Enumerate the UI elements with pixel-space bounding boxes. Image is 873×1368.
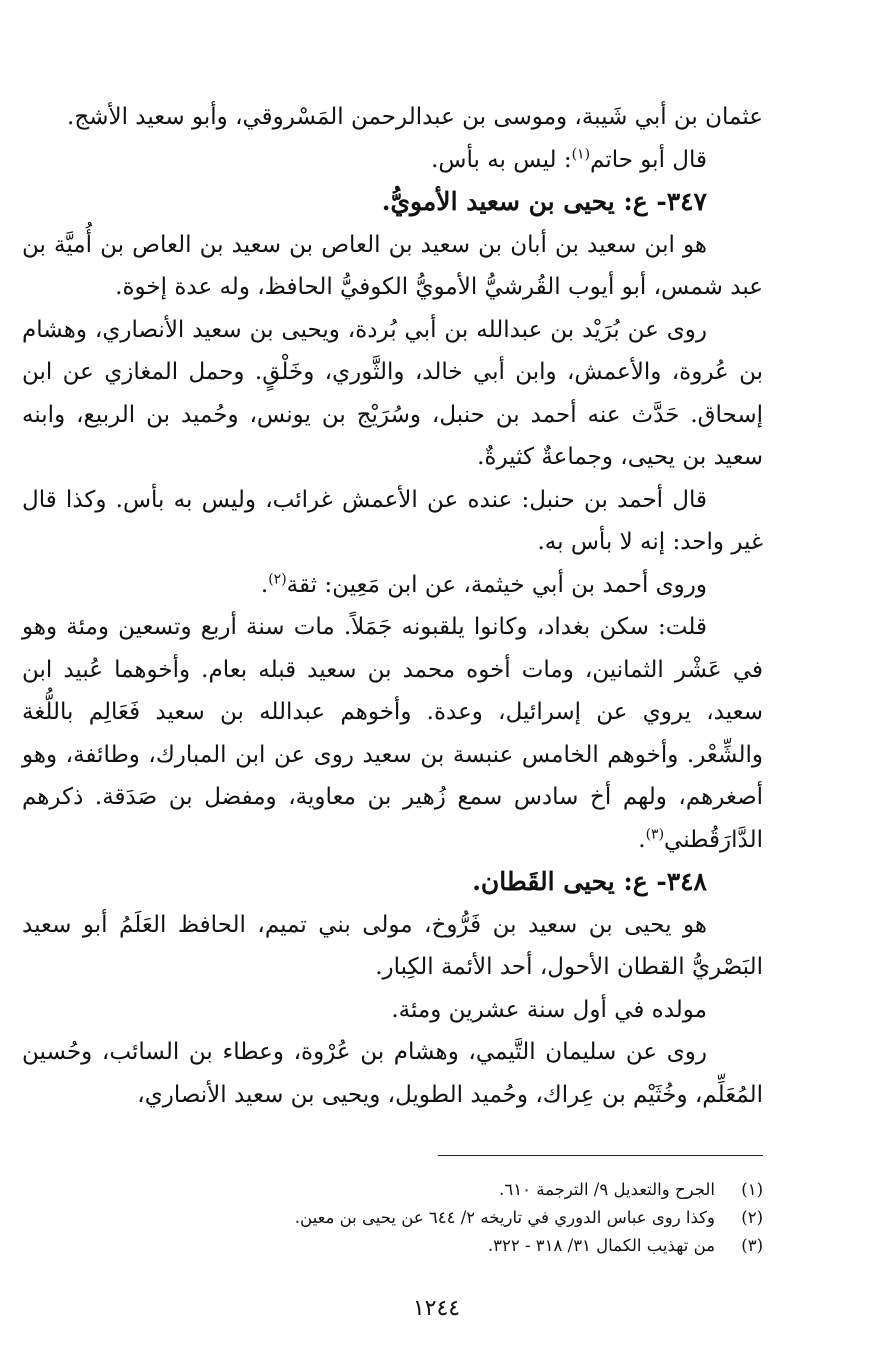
footnote-text: وكذا روى عباس الدوري في تاريخه ٢/ ٦٤٤ عن يحيى بن معين. [294,1208,715,1227]
paragraph-narrators: روى عن بُرَيْد بن عبدالله بن أبي بُردة، ويحيى بن سعيد الأنصاري، وهشام بن عُروة، والأعمش، وابن أبي خالد، والثَّوري، وخَلْقٍ. وحمل المغازي عن ابن إسحاق. حَدَّث عنه أحمد بن حنبل، وسُرَيْج بن يونس، وحُميد بن الربيع، وابنه سعيد بن يحيى، وجماعةٌ كثيرةٌ. [22,316,763,470]
footnote-item [120,1176,763,1204]
entry-heading-347: ٣٤٧- ع: يحيى بن سعيد الأمويُّ. [381,187,707,216]
paragraph-qattan-narrators: روى عن سليمان التَّيمي، وهشام بن عُرْوة، وعطاء بن السائب، وحُسين المُعَلِّم، وخُثَيْم بن عِراك، وحُميد الطويل، ويحيى بن سعيد الأنصاري، [22,1039,763,1108]
footnote-text: الجرح والتعديل ٩/ الترجمة ٦١٠. [499,1180,715,1199]
paragraph-text: وروى أحمد بن أبي خيثمة، عن ابن مَعِين: ثقة [286,571,707,598]
paragraph-qattan-lineage: هو يحيى بن سعيد بن فَرُّوخ، مولى بني تميم، الحافظ العَلَمُ أبو سعيد البَصْريُّ القطان الأحول، أحد الأئمة الكِبار. [22,911,763,980]
page-number: ١٢٤٤ [412,1296,461,1321]
paragraph-text: : ليس به بأس. [431,146,572,173]
paragraph-text: . [260,571,269,598]
footnote-marker[interactable]: (٣) [645,825,665,842]
page-body [22,96,763,1116]
footnote-item [120,1232,763,1260]
paragraph-text: قال أبو حاتم [590,146,707,173]
paragraph-birth: مولده في أول سنة عشرين ومئة. [391,996,707,1023]
footnote-divider [438,1155,763,1156]
paragraph-text: . [638,826,646,853]
paragraph-ibn-main [22,564,763,607]
paragraph-lineage: هو ابن سعيد بن أبان بن سعيد بن العاص بن سعيد بن العاص بن أُميَّة بن عبد شمس، أبو أيوب القُرشيُّ الأمويُّ الكوفيُّ الحافظ، وله عدة إخوة. [22,231,763,300]
footnote-number: (١) [741,1180,763,1199]
footnote-number: (٢) [741,1208,763,1227]
footnote-marker[interactable]: (١) [571,145,591,162]
paragraph-continuation: عثمان بن أبي شَيبة، وموسى بن عبدالرحمن المَسْروقي، وأبو سعيد الأشج. [67,104,763,130]
footnote-text: من تهذيب الكمال ٣١/ ٣١٨ - ٣٢٢. [487,1236,715,1255]
footnote-number: (٣) [741,1236,763,1255]
paragraph-author-note [22,606,763,861]
paragraph-text: قلت: سكن بغداد، وكانوا يلقبونه جَمَلاً. مات سنة أربع وتسعين ومئة وهو في عَشْر الثمانين، ومات أخوه محمد بن سعيد قبله بعام. وأخوهما عُبيد ابن سعيد، يروي عن إسرائيل، وعدة. وأخوهم عبدالله بن سعيد فَعَالِم باللُّغة والشِّعْر. وأخوهم الخامس عنبسة بن سعيد روى عن ابن المبارك، وطائفة، وهو أصغرهم، ولهم أخ سادس سمع زُهير بن معاوية، ومفضل بن صَدَقة. ذكرهم الدَّارَقُطني [22,614,763,853]
footnote-marker[interactable]: (٢) [268,570,287,587]
paragraph-ahmad-opinion: قال أحمد بن حنبل: عنده عن الأعمش غرائب، وليس به بأس. وكذا قال غير واحد: إنه لا بأس به. [22,486,763,555]
entry-heading-348: ٣٤٨- ع: يحيى القَطان. [472,867,707,896]
paragraph-abu-hatim [22,139,763,182]
footnote-item [120,1204,763,1232]
footnotes [120,1176,763,1260]
